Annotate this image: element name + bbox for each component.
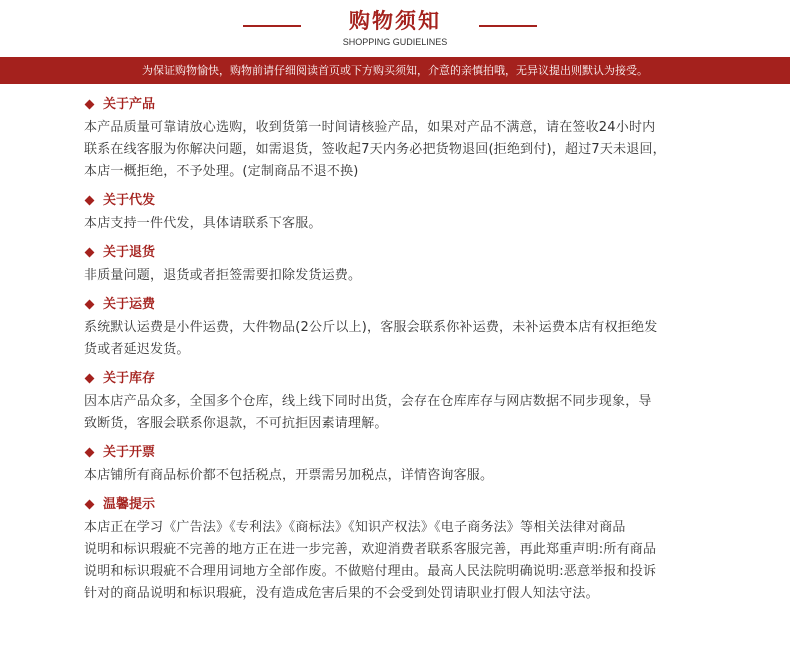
section-returns xyxy=(84,243,714,287)
section-body xyxy=(84,317,714,361)
section-title: 关于运费 xyxy=(103,297,156,312)
section-product xyxy=(84,95,714,183)
section-shipping xyxy=(84,295,714,361)
section-heading xyxy=(84,95,714,114)
section-heading xyxy=(84,369,714,388)
notice-banner: 为保证购物愉快，购物前请仔细阅读首页或下方购买须知，介意的亲慎拍哦，无异议提出则默认为接受。 xyxy=(0,57,790,84)
section-heading xyxy=(84,495,714,514)
body-line: 非质量问题，退货或者拒签需要扣除发货运费。 xyxy=(84,268,362,283)
section-heading xyxy=(84,295,714,314)
page-title: 购物须知 xyxy=(349,9,441,33)
guidelines-list xyxy=(84,95,714,613)
diamond-bullet-icon xyxy=(85,248,95,258)
title-decoration-right xyxy=(479,25,537,27)
page-subtitle: SHOPPING GUDIELINES xyxy=(342,37,448,47)
section-title: 温馨提示 xyxy=(103,497,156,512)
body-line: 联系在线客服为你解决问题，如需退货，签收起7天内务必把货物退回(拒绝到付)，超过7天未退回， xyxy=(84,142,666,157)
section-inventory xyxy=(84,369,714,435)
body-line: 货或者延迟发货。 xyxy=(84,342,190,357)
section-title: 关于产品 xyxy=(103,97,156,112)
diamond-bullet-icon xyxy=(85,500,95,510)
section-body xyxy=(84,391,714,435)
diamond-bullet-icon xyxy=(85,100,95,110)
body-line: 本店铺所有商品标价都不包括税点，开票需另加税点，详情咨询客服。 xyxy=(84,468,494,483)
body-line: 说明和标识瑕疵不完善的地方正在进一步完善，欢迎消费者联系客服完善，再此郑重声明:所有商品 xyxy=(84,542,657,557)
body-line: 说明和标识瑕疵不合理用词地方全部作废。不做赔付理由。最高人民法院明确说明:恶意举报和投诉 xyxy=(84,564,657,579)
section-invoice xyxy=(84,443,714,487)
body-line: 本店一概拒绝，不予处理。(定制商品不退不换) xyxy=(84,164,359,179)
section-heading xyxy=(84,443,714,462)
diamond-bullet-icon xyxy=(85,196,95,206)
section-body xyxy=(84,213,714,235)
section-heading xyxy=(84,191,714,210)
body-line: 针对的商品说明和标识瑕疵，没有造成危害后果的不会受到处罚请职业打假人知法守法。 xyxy=(84,586,599,601)
body-line: 系统默认运费是小件运费，大件物品(2公斤以上)，客服会联系你补运费，未补运费本店有权拒绝发 xyxy=(84,320,658,335)
body-line: 本产品质量可靠请放心选购，收到货第一时间请核验产品，如果对产品不满意，请在签收24小时内 xyxy=(84,120,656,135)
diamond-bullet-icon xyxy=(85,300,95,310)
body-line: 本店正在学习《广告法》《专利法》《商标法》《知识产权法》《电子商务法》等相关法律对商品 xyxy=(84,520,626,535)
section-body xyxy=(84,117,714,183)
section-tips xyxy=(84,495,714,605)
diamond-bullet-icon xyxy=(85,374,95,384)
body-line: 致断货，客服会联系你退款，不可抗拒因素请理解。 xyxy=(84,416,388,431)
section-title: 关于库存 xyxy=(103,371,156,386)
section-title: 关于退货 xyxy=(103,245,156,260)
section-title: 关于开票 xyxy=(103,445,156,460)
section-heading xyxy=(84,243,714,262)
body-line: 本店支持一件代发，具体请联系下客服。 xyxy=(84,216,322,231)
section-title: 关于代发 xyxy=(103,193,156,208)
diamond-bullet-icon xyxy=(85,448,95,458)
body-line: 因本店产品众多，全国多个仓库，线上线下同时出货，会存在仓库库存与网店数据不同步现象，导 xyxy=(84,394,652,409)
section-body xyxy=(84,465,714,487)
section-body xyxy=(84,265,714,287)
section-body xyxy=(84,517,714,605)
section-dropship xyxy=(84,191,714,235)
page-header xyxy=(0,0,790,56)
